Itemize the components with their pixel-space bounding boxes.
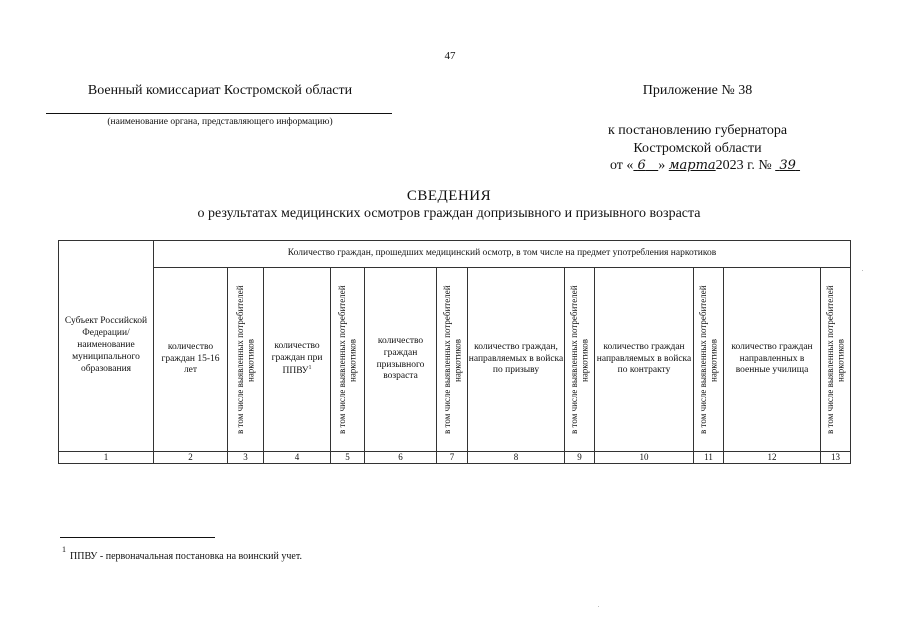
- column-number: 12: [724, 452, 821, 464]
- column-number: 1: [59, 452, 154, 464]
- footnote-text: ППВУ - первоначальная постановка на воинский учет.: [70, 551, 302, 562]
- resolution-line-2: Костромской области: [633, 141, 762, 156]
- header-col-13: в том числе выявленных потребителей наркотиков: [821, 268, 851, 452]
- column-number: 10: [595, 452, 694, 464]
- page-number: 47: [444, 50, 456, 62]
- resolution-year: 2023 г. №: [715, 158, 772, 173]
- resolution-number: 39: [779, 158, 796, 173]
- header-col-10: количество граждан направляемых в войска по контракту: [595, 268, 694, 452]
- report-table: [58, 240, 851, 464]
- column-number: 4: [264, 452, 331, 464]
- header-group-title: Количество граждан, прошедших медицинский осмотр, в том числе на предмет употребления наркотиков: [154, 241, 851, 268]
- column-number: 2: [154, 452, 228, 464]
- organization-name: Военный комиссариат Костромской области: [87, 83, 353, 98]
- column-number: 11: [694, 452, 724, 464]
- header-col-2: количество граждан 15-16 лет: [154, 268, 228, 452]
- footnote-separator: [60, 537, 215, 538]
- scan-speck: [598, 606, 599, 607]
- column-number: 8: [468, 452, 565, 464]
- column-number: 6: [365, 452, 437, 464]
- organization-underline: [46, 113, 392, 114]
- document-subtitle: о результатах медицинских осмотров граждан допризывного и призывного возраста: [197, 206, 701, 221]
- column-number: 7: [437, 452, 468, 464]
- header-col-4: количество граждан при ППВУ$^1$: [264, 268, 331, 452]
- column-number: 3: [228, 452, 264, 464]
- column-number: 9: [565, 452, 595, 464]
- document-title: СВЕДЕНИЯ: [406, 188, 492, 204]
- header-col-5: в том числе выявленных потребителей наркотиков: [331, 268, 365, 452]
- resolution-line-1: к постановлению губернатора: [607, 123, 788, 138]
- header-col-11: в том числе выявленных потребителей наркотиков: [694, 268, 724, 452]
- header-col-6: количество граждан призывного возраста: [365, 268, 437, 452]
- resolution-prefix: от «: [609, 158, 634, 173]
- header-col-8: количество граждан, направляемых в войска по призыву: [468, 268, 565, 452]
- header-subject-column: Субъект Российской Федерации/ наименование муниципального образования: [59, 241, 154, 452]
- resolution-date-line: [580, 158, 830, 174]
- organization-caption: (наименование органа, представляющего информацию): [107, 117, 333, 127]
- resolution-day: 6: [637, 158, 646, 173]
- resolution-mid: »: [658, 158, 666, 173]
- scan-speck: [862, 270, 863, 271]
- appendix-label: Приложение № 38: [642, 83, 753, 98]
- resolution-month: марта: [668, 158, 716, 173]
- header-col-3: в том числе выявленных потребителей наркотиков: [228, 268, 264, 452]
- footnote-mark: 1: [62, 545, 66, 554]
- column-number: 13: [821, 452, 851, 464]
- column-number: 5: [331, 452, 365, 464]
- header-col-7: в том числе выявленных потребителей наркотиков: [437, 268, 468, 452]
- header-col-12: количество граждан направленных в военные училища: [724, 268, 821, 452]
- header-col-9: в том числе выявленных потребителей наркотиков: [565, 268, 595, 452]
